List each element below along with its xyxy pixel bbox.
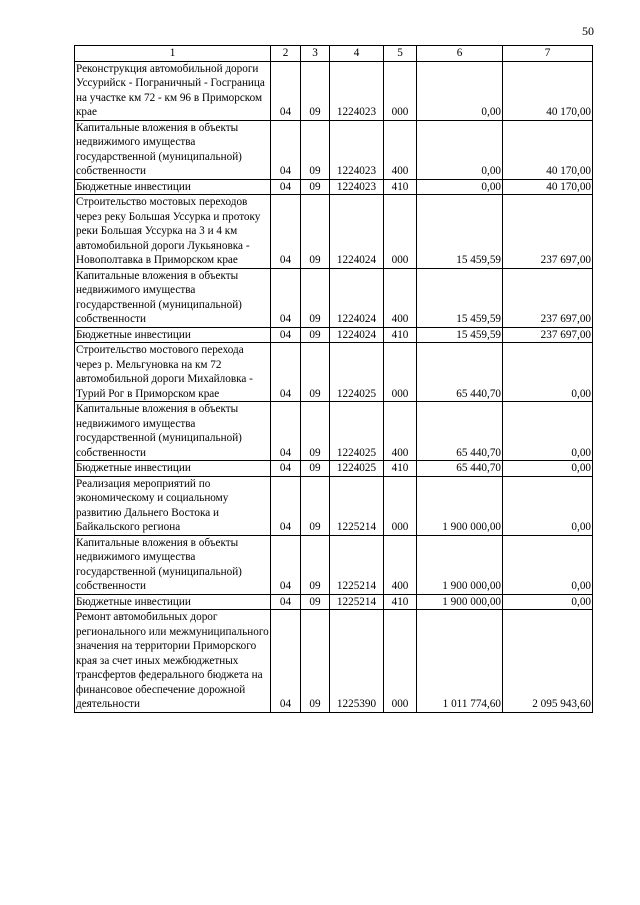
table-body (75, 61, 593, 712)
row-name: Капитальные вложения в объекты недвижимого имущества государственной (муниципальной) собственности (75, 268, 271, 327)
row-name: Реконструкция автомобильной дороги Уссурийск - Пограничный - Госграница на участке км 72 - км 96 в Приморском крае (75, 61, 271, 120)
row-subsection: 09 (301, 402, 330, 461)
table-header-row (75, 46, 593, 62)
row-name: Строительство мостовых переходов через реку Большая Уссурка и протоку реки Большая Уссурка на 3 и 4 км автомобильной дороги Лукьяновка - Новополтавка в Приморском крае (75, 195, 271, 269)
row-section: 04 (271, 594, 301, 610)
row-amount-1: 1 011 774,60 (417, 610, 503, 713)
row-section: 04 (271, 120, 301, 179)
row-subsection: 09 (301, 461, 330, 477)
row-subsection: 09 (301, 61, 330, 120)
table-row (75, 461, 593, 477)
row-amount-2: 2 095 943,60 (503, 610, 593, 713)
header-cell: 6 (417, 46, 503, 62)
table-row (75, 179, 593, 195)
row-target-article: 1224023 (330, 179, 384, 195)
row-amount-1: 1 900 000,00 (417, 535, 503, 594)
row-target-article: 1224023 (330, 61, 384, 120)
row-subsection: 09 (301, 120, 330, 179)
row-name: Реализация мероприятий по экономическому и социальному развитию Дальнего Востока и Байкальского региона (75, 476, 271, 535)
row-subsection: 09 (301, 195, 330, 269)
row-target-article: 1225390 (330, 610, 384, 713)
table-row (75, 120, 593, 179)
row-amount-2: 0,00 (503, 535, 593, 594)
header-cell: 4 (330, 46, 384, 62)
row-amount-2: 40 170,00 (503, 179, 593, 195)
table-row (75, 476, 593, 535)
row-name: Бюджетные инвестиции (75, 179, 271, 195)
row-name: Бюджетные инвестиции (75, 594, 271, 610)
row-target-article: 1224024 (330, 327, 384, 343)
row-expense-type: 000 (384, 195, 417, 269)
row-expense-type: 400 (384, 402, 417, 461)
row-name: Бюджетные инвестиции (75, 461, 271, 477)
table-row (75, 535, 593, 594)
row-subsection: 09 (301, 179, 330, 195)
table-row (75, 343, 593, 402)
budget-table (74, 45, 593, 713)
row-name: Капитальные вложения в объекты недвижимого имущества государственной (муниципальной) собственности (75, 402, 271, 461)
row-target-article: 1224025 (330, 461, 384, 477)
row-amount-1: 0,00 (417, 179, 503, 195)
row-section: 04 (271, 343, 301, 402)
row-section: 04 (271, 327, 301, 343)
row-section: 04 (271, 476, 301, 535)
row-amount-1: 0,00 (417, 120, 503, 179)
page-number: 50 (582, 24, 594, 38)
row-amount-1: 65 440,70 (417, 461, 503, 477)
header-cell: 5 (384, 46, 417, 62)
row-amount-2: 0,00 (503, 461, 593, 477)
row-name: Строительство мостового перехода через р. Мельгуновка на км 72 автомобильной дороги Михайловка - Турий Рог в Приморском крае (75, 343, 271, 402)
row-section: 04 (271, 402, 301, 461)
row-expense-type: 400 (384, 268, 417, 327)
row-target-article: 1225214 (330, 476, 384, 535)
row-subsection: 09 (301, 535, 330, 594)
row-name: Ремонт автомобильных дорог регионального или межмуниципального значения на территории Приморского края за счет иных межбюджетных трансфертов федерального бюджета на финансовое обеспечение дорожной деятельности (76, 611, 269, 710)
row-amount-1: 65 440,70 (417, 343, 503, 402)
table-row (75, 195, 593, 269)
table-row (75, 327, 593, 343)
row-expense-type: 000 (384, 61, 417, 120)
table-row (75, 402, 593, 461)
row-target-article: 1224024 (330, 195, 384, 269)
row-section: 04 (271, 195, 301, 269)
row-section: 04 (271, 179, 301, 195)
row-amount-1: 1 900 000,00 (417, 476, 503, 535)
row-subsection: 09 (301, 343, 330, 402)
row-name: Капитальные вложения в объекты недвижимого имущества государственной (муниципальной) собственности (75, 120, 271, 179)
table-row (75, 610, 593, 713)
row-amount-1: 0,00 (417, 61, 503, 120)
row-expense-type: 410 (384, 594, 417, 610)
row-amount-1: 1 900 000,00 (417, 594, 503, 610)
table-row (75, 594, 593, 610)
row-section: 04 (271, 268, 301, 327)
row-expense-type: 000 (384, 610, 417, 713)
row-expense-type: 410 (384, 461, 417, 477)
row-amount-2: 0,00 (503, 402, 593, 461)
row-subsection: 09 (301, 594, 330, 610)
row-amount-1: 15 459,59 (417, 327, 503, 343)
row-section: 04 (271, 610, 301, 713)
row-name: Капитальные вложения в объекты недвижимого имущества государственной (муниципальной) собственности (75, 535, 271, 594)
row-amount-2: 40 170,00 (503, 61, 593, 120)
row-target-article: 1225214 (330, 535, 384, 594)
row-target-article: 1225214 (330, 594, 384, 610)
row-name: Бюджетные инвестиции (75, 327, 271, 343)
row-amount-2: 0,00 (503, 476, 593, 535)
header-cell: 2 (271, 46, 301, 62)
row-amount-1: 15 459,59 (417, 195, 503, 269)
row-amount-1: 15 459,59 (417, 268, 503, 327)
row-target-article: 1224025 (330, 343, 384, 402)
header-cell: 7 (503, 46, 593, 62)
row-amount-2: 0,00 (503, 343, 593, 402)
row-target-article: 1224025 (330, 402, 384, 461)
row-subsection: 09 (301, 610, 330, 713)
row-amount-2: 0,00 (503, 594, 593, 610)
row-expense-type: 000 (384, 476, 417, 535)
row-amount-2: 237 697,00 (503, 327, 593, 343)
row-amount-2: 237 697,00 (503, 268, 593, 327)
row-expense-type: 410 (384, 179, 417, 195)
header-cell: 1 (75, 46, 271, 62)
row-subsection: 09 (301, 327, 330, 343)
row-expense-type: 000 (384, 343, 417, 402)
row-section: 04 (271, 535, 301, 594)
row-subsection: 09 (301, 268, 330, 327)
row-amount-1: 65 440,70 (417, 402, 503, 461)
row-expense-type: 400 (384, 120, 417, 179)
row-subsection: 09 (301, 476, 330, 535)
row-section: 04 (271, 61, 301, 120)
row-expense-type: 400 (384, 535, 417, 594)
row-amount-2: 40 170,00 (503, 120, 593, 179)
header-cell: 3 (301, 46, 330, 62)
row-target-article: 1224024 (330, 268, 384, 327)
table-row (75, 268, 593, 327)
row-section: 04 (271, 461, 301, 477)
row-amount-2: 237 697,00 (503, 195, 593, 269)
table-row (75, 61, 593, 120)
row-expense-type: 410 (384, 327, 417, 343)
row-target-article: 1224023 (330, 120, 384, 179)
